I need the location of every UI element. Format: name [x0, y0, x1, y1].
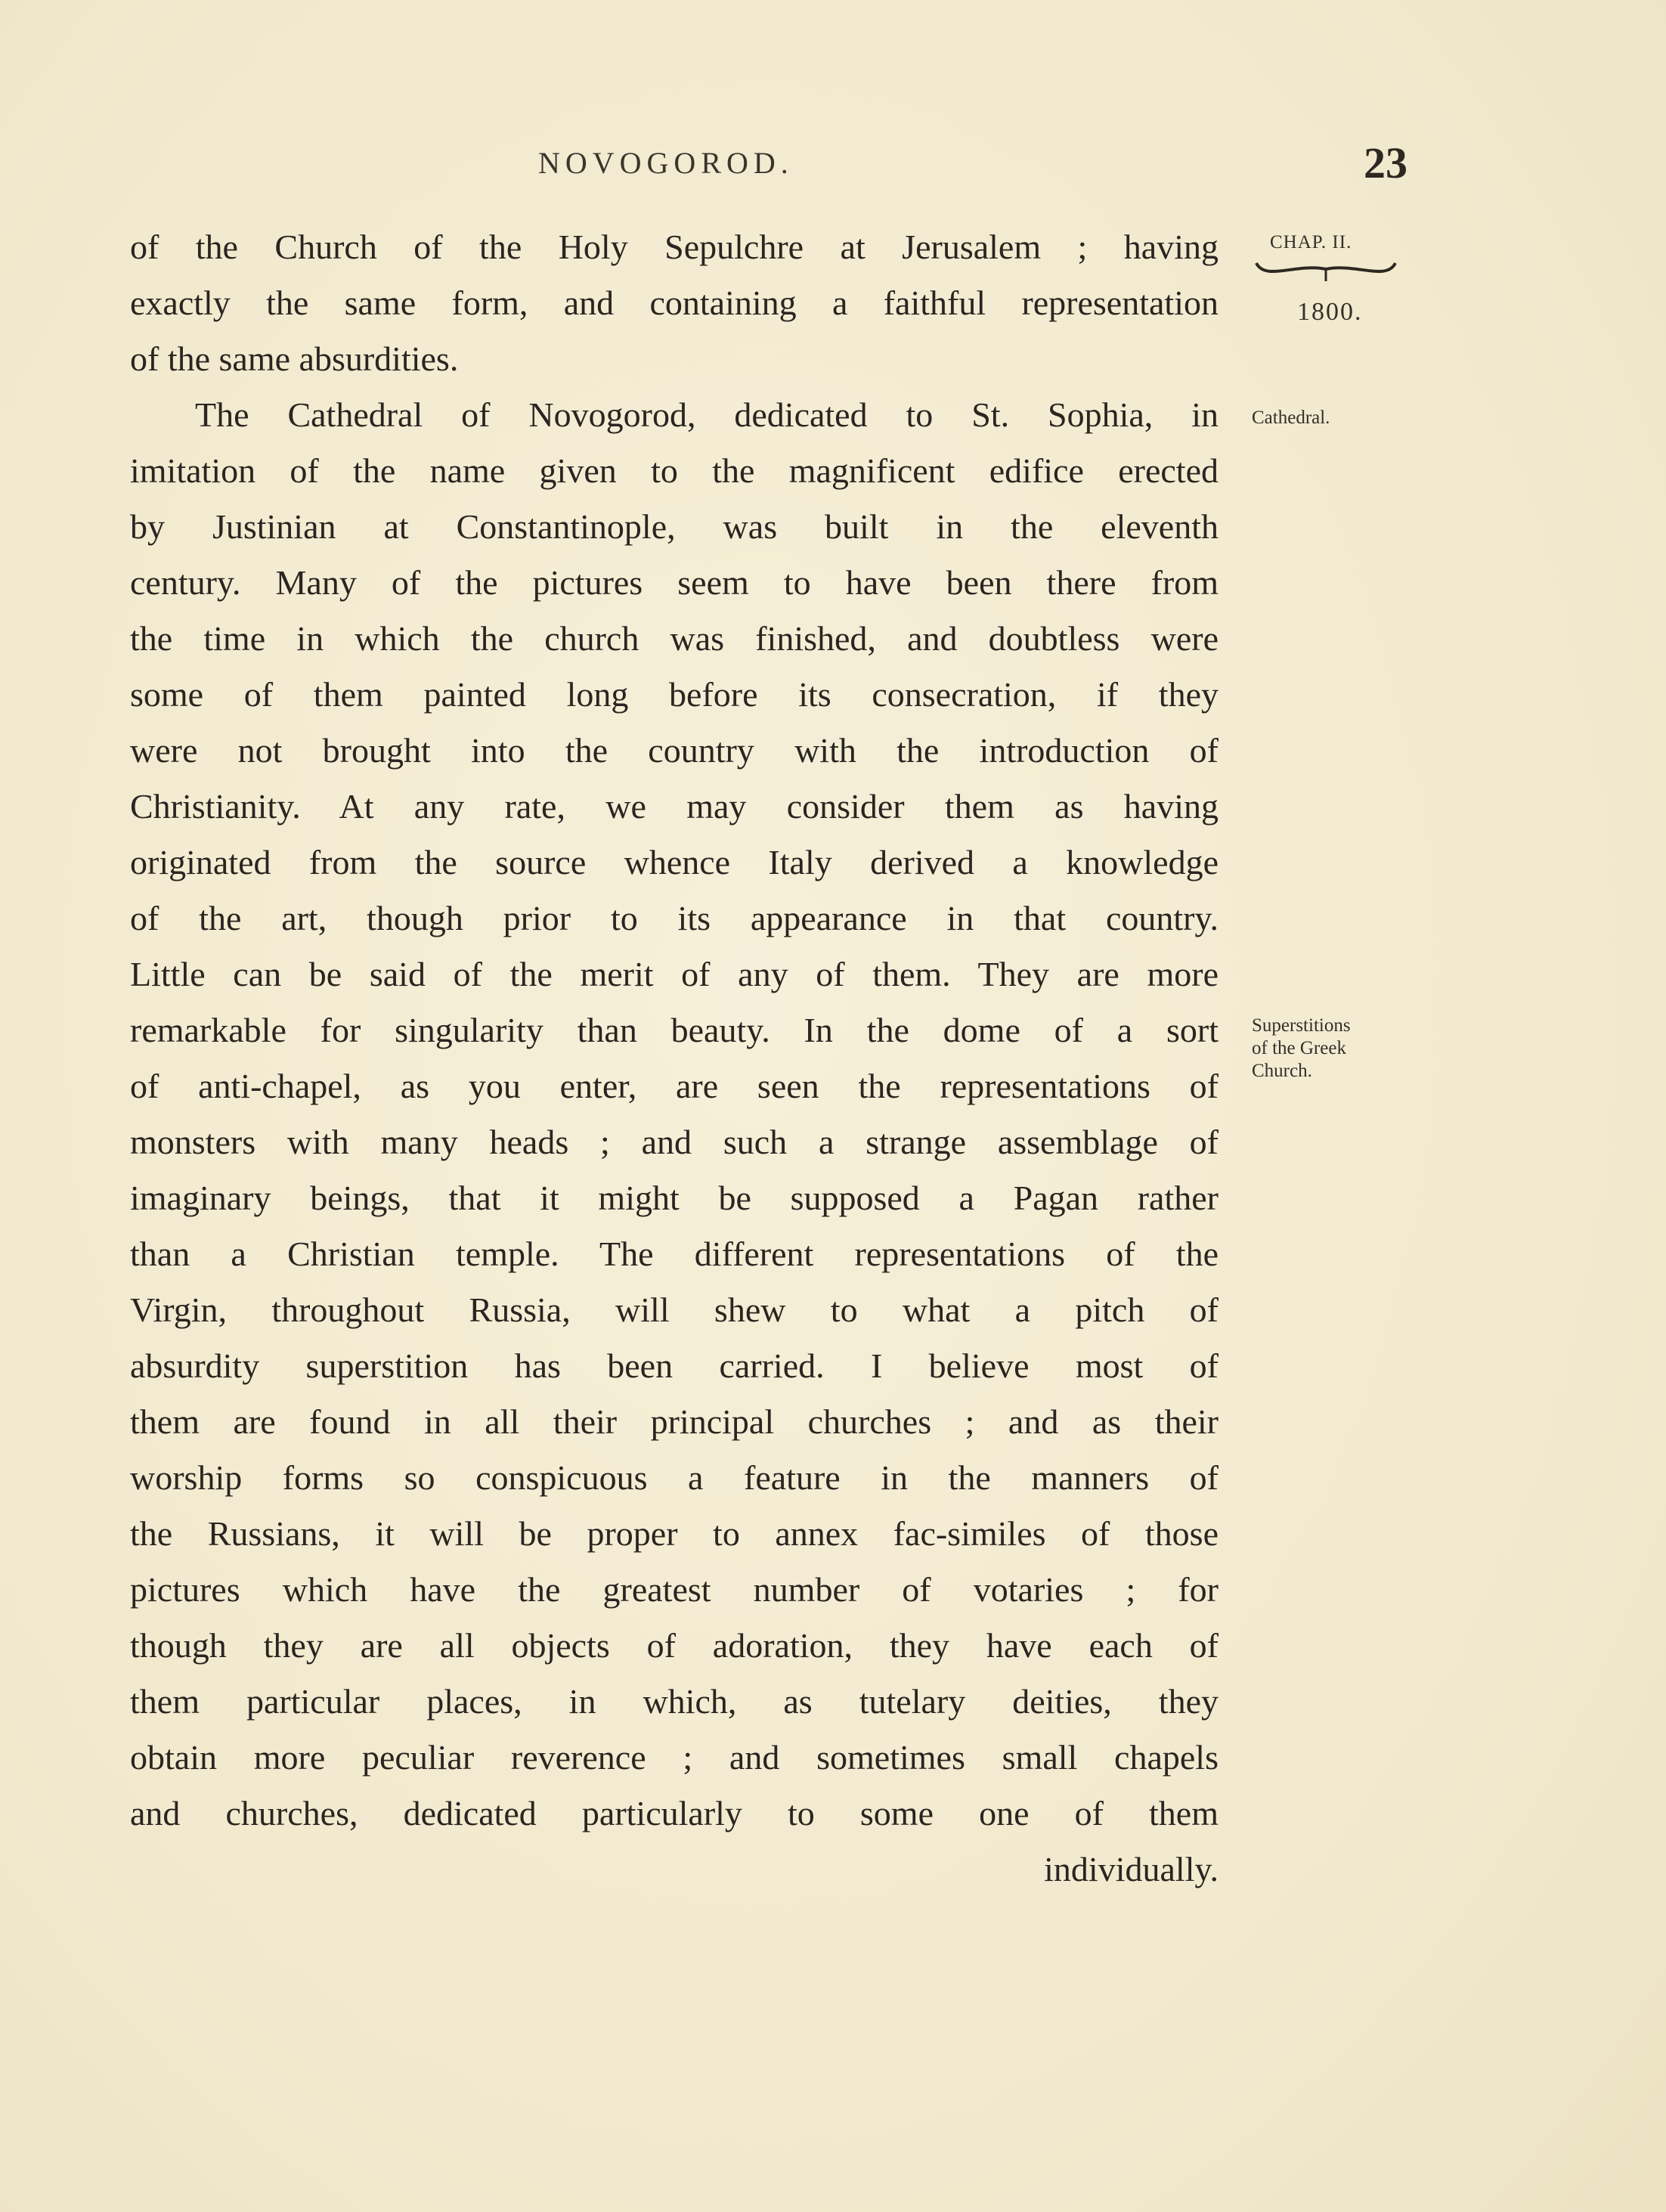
text-line: than a Christian temple. The different representations of the [130, 1235, 1219, 1273]
text-line: some of them painted long before its consecration, if they [130, 675, 1219, 714]
text-line: remarkable for singularity than beauty. In the dome of a sort [130, 1011, 1219, 1049]
margin-note-cathedral: Cathedral. [1252, 407, 1330, 428]
text-line: obtain more peculiar reverence ; and sometimes small chapels [130, 1738, 1219, 1777]
page-number: 23 [1364, 138, 1407, 187]
text-line: imaginary beings, that it might be supposed a Pagan rather [130, 1179, 1219, 1217]
text-line: of the Church of the Holy Sepulchre at Jerusalem ; having [130, 228, 1219, 266]
text-line: monsters with many heads ; and such a strange assemblage of [130, 1123, 1219, 1161]
margin-note-line: Church. [1252, 1061, 1312, 1081]
text-line: century. Many of the pictures seem to have been there from [130, 563, 1219, 602]
text-line: imitation of the name given to the magnificent edifice erected [130, 451, 1219, 490]
text-line: The Cathedral of Novogorod, dedicated to St. Sophia, in [195, 395, 1219, 434]
text-line: by Justinian at Constantinople, was built in the eleventh [130, 507, 1219, 546]
margin-note-line: of the Greek [1252, 1038, 1346, 1058]
text-line: though they are all objects of adoration, they have each of [130, 1626, 1219, 1665]
year-note: 1800. [1297, 298, 1363, 326]
catchword: individually. [1044, 1850, 1219, 1888]
text-line: the time in which the church was finished, and doubtless were [130, 619, 1219, 658]
running-head: NOVOGOROD. [538, 146, 794, 180]
text-line: and churches, dedicated particularly to some one of them [130, 1794, 1219, 1832]
text-line: of the same absurdities. [130, 339, 459, 378]
text-line: of anti-chapel, as you enter, are seen the representations of [130, 1067, 1219, 1105]
text-line: worship forms so conspicuous a feature in the manners of [130, 1458, 1219, 1497]
brace-ornament [1250, 259, 1401, 286]
text-line: originated from the source whence Italy derived a knowledge [130, 843, 1219, 881]
text-line: them particular places, in which, as tutelary deities, they [130, 1682, 1219, 1721]
text-line: exactly the same form, and containing a faithful representation [130, 283, 1219, 322]
margin-note-superstitions [1252, 1015, 1351, 1083]
text-line: of the art, though prior to its appearance in that country. [130, 899, 1219, 937]
text-line: the Russians, it will be proper to annex fac-similes of those [130, 1514, 1219, 1553]
chapter-note: CHAP. II. [1270, 232, 1352, 252]
text-line: them are found in all their principal churches ; and as their [130, 1402, 1219, 1441]
body-text [130, 219, 1219, 1898]
text-line: Little can be said of the merit of any of them. They are more [130, 955, 1219, 993]
text-line: pictures which have the greatest number of votaries ; for [130, 1570, 1219, 1609]
text-line: absurdity superstition has been carried. I believe most of [130, 1346, 1219, 1385]
text-line: were not brought into the country with the introduction of [130, 731, 1219, 770]
text-line: Christianity. At any rate, we may consider them as having [130, 787, 1219, 826]
text-line: Virgin, throughout Russia, will shew to what a pitch of [130, 1290, 1219, 1329]
margin-note-line: Superstitions [1252, 1015, 1351, 1036]
